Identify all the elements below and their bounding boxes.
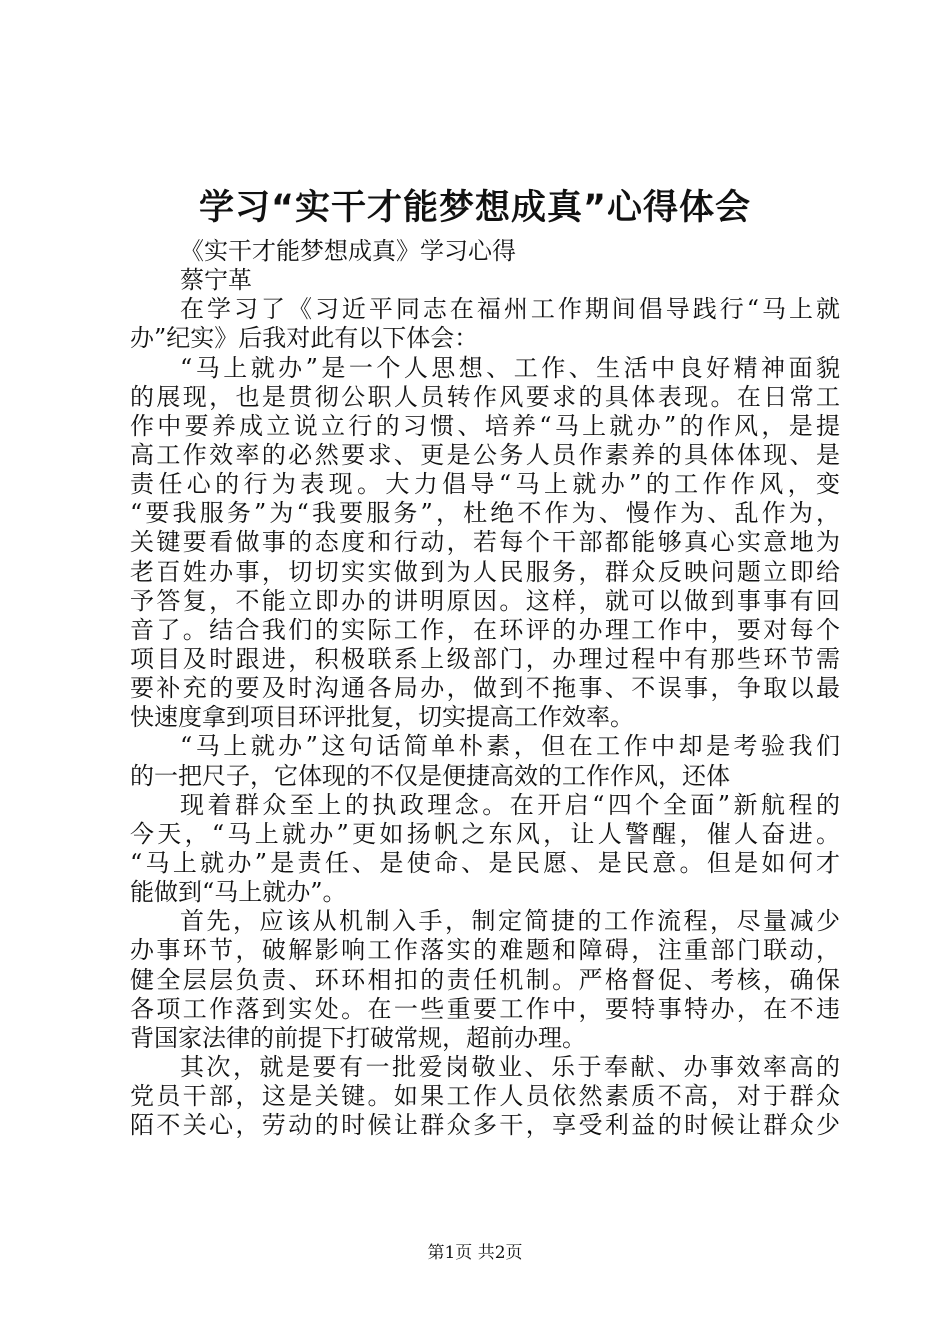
text-line: 高工作效率的必然要求、更是公务人员作素养的具体体现、是 (130, 440, 840, 469)
text-line: 要补充的要及时沟通各局办，做到不拖事、不误事，争取以最 (130, 674, 840, 703)
text-line: “要我服务”为“我要服务”，杜绝不作为、慢作为、乱作为， (130, 499, 840, 528)
text-line: 在学习了《习近平同志在福州工作期间倡导践行“马上就 (180, 295, 840, 324)
text-line: 予答复，不能立即办的讲明原因。这样，就可以做到事事有回 (130, 586, 840, 615)
text-line: 办事环节，破解影响工作落实的难题和障碍，注重部门联动， (130, 936, 840, 965)
text-line: 健全层层负责、环环相扣的责任机制。严格督促、考核，确保 (130, 965, 840, 994)
text-line: 党员干部，这是关键。如果工作人员依然素质不高，对于群众 (130, 1082, 840, 1111)
text-line: 今天，“马上就办”更如扬帆之东风，让人警醒，催人奋进。 (130, 819, 840, 848)
text-line: 首先，应该从机制入手，制定简捷的工作流程，尽量减少 (180, 907, 840, 936)
text-line: 责任心的行为表现。大力倡导“马上就办”的工作作风，变 (130, 470, 840, 499)
text-line: 蔡宁革 (180, 266, 252, 295)
text-line: 办”纪实》后我对此有以下体会： (130, 324, 479, 353)
text-line: “马上就办”是责任、是使命、是民愿、是民意。但是如何才 (130, 848, 840, 877)
text-line: “马上就办”这句话简单朴素，但在工作中却是考验我们 (180, 732, 840, 761)
text-line: 作中要养成立说立行的习惯、培养“马上就办”的作风，是提 (130, 411, 840, 440)
text-line: 项目及时跟进，积极联系上级部门，办理过程中有那些环节需 (130, 644, 840, 673)
text-line: 其次，就是要有一批爱岗敬业、乐于奉献、办事效率高的 (180, 1052, 840, 1081)
text-line: 关键要看做事的态度和行动，若每个干部都能够真心实意地为 (130, 528, 840, 557)
text-line: 能做到“马上就办”。 (130, 878, 347, 907)
page-footer: 第1页 共2页 (427, 1243, 523, 1263)
text-line: 快速度拿到项目环评批复，切实提高工作效率。 (130, 703, 634, 732)
text-line: 各项工作落到实处。在一些重要工作中，要特事特办，在不违 (130, 994, 840, 1023)
text-line: 背国家法律的前提下打破常规，超前办理。 (130, 1023, 586, 1052)
document-title: 学习“实干才能梦想成真”心得体会 (198, 188, 751, 228)
text-line: “马上就办”是一个人思想、工作、生活中良好精神面貌 (180, 353, 840, 382)
text-line: 的展现，也是贯彻公职人员转作风要求的具体表现。在日常工 (130, 382, 840, 411)
text-line: 音了。结合我们的实际工作，在环评的办理工作中，要对每个 (130, 615, 840, 644)
text-line: 《实干才能梦想成真》学习心得 (180, 237, 516, 265)
text-line: 老百姓办事，切切实实做到为人民服务，群众反映问题立即给 (130, 557, 840, 586)
document-body (130, 237, 840, 1140)
text-line: 的一把尺子，它体现的不仅是便捷高效的工作作风，还体 (130, 761, 730, 790)
text-line: 陌不关心，劳动的时候让群众多干，享受利益的时候让群众少 (130, 1111, 840, 1140)
text-line: 现着群众至上的执政理念。在开启“四个全面”新航程的 (180, 790, 840, 819)
